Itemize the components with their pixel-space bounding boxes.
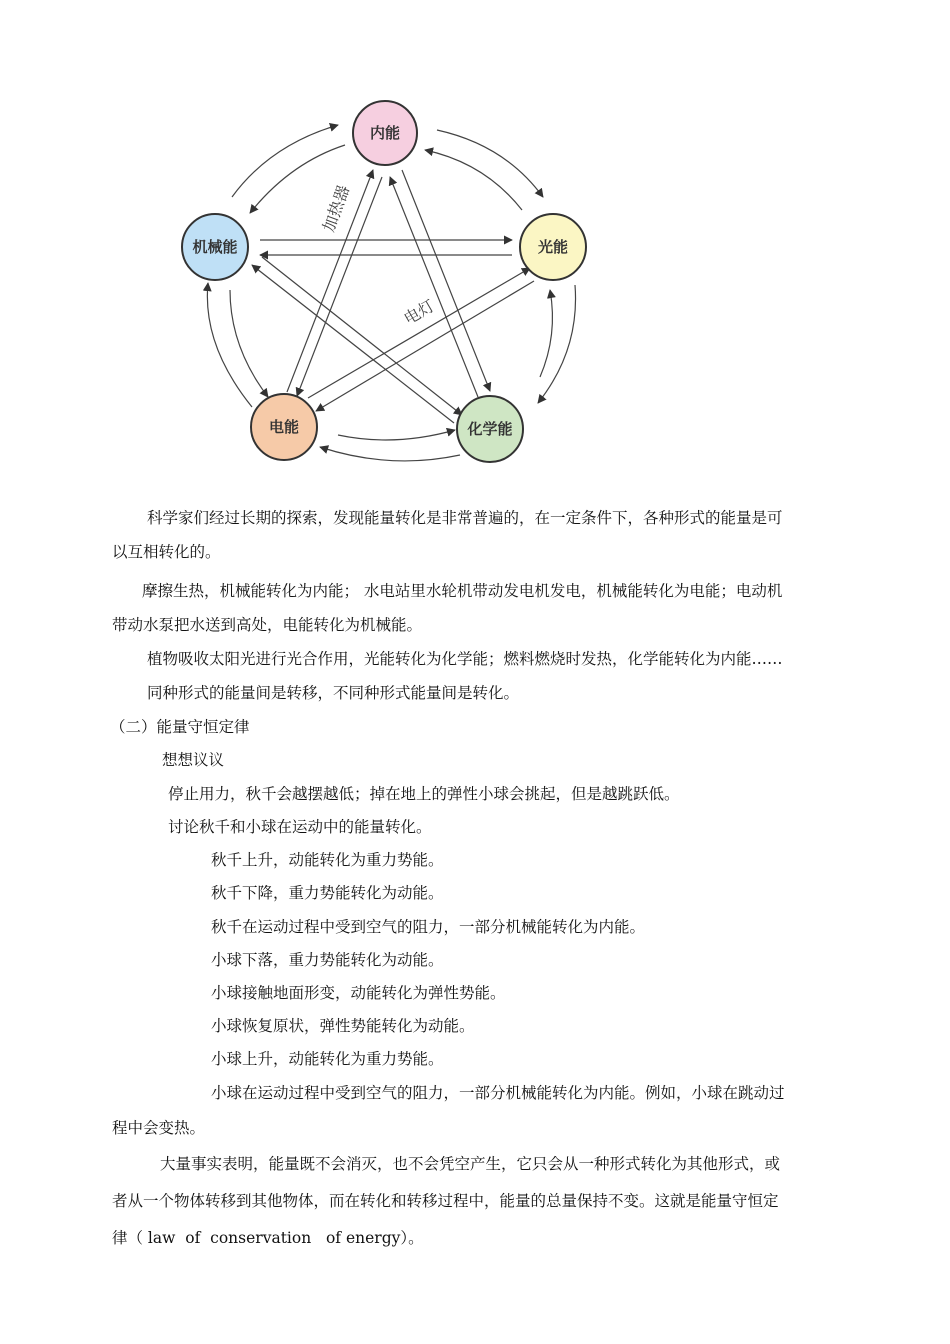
paragraph-8-line-3: 律（ law of conservation of energy）。 xyxy=(112,1229,424,1247)
paragraph-5: 停止用力，秋千会越摆越低；掉在地上的弹性小球会挑起，但是越跳跃低。 xyxy=(168,785,680,803)
node-electric xyxy=(251,394,317,460)
section-heading: （二）能量守恒定律 xyxy=(110,718,250,736)
node-internal-label: 内能 xyxy=(369,124,401,142)
arrow-mech-to-electric xyxy=(230,290,268,397)
paragraph-7-line-1: 小球在运动过程中受到空气的阻力，一部分机械能转化为内能。例如，小球在跳动过 xyxy=(211,1084,785,1102)
energy-conversion-diagram xyxy=(150,85,620,480)
node-chemical xyxy=(457,396,523,462)
arrow-electric-to-light xyxy=(308,268,530,398)
node-internal xyxy=(353,101,417,165)
node-light xyxy=(520,214,586,280)
node-light-label: 光能 xyxy=(537,238,569,256)
arrow-electric-to-chem xyxy=(338,430,455,440)
node-mechanical xyxy=(182,214,248,280)
arrow-chem-to-internal xyxy=(390,177,478,397)
arrow-mech-to-internal xyxy=(232,125,338,197)
paragraph-4: 同种形式的能量间是转移，不同种形式能量间是转化。 xyxy=(147,684,520,702)
list-item: 秋千上升，动能转化为重力势能。 xyxy=(211,851,444,869)
arrow-chem-to-electric xyxy=(320,447,460,461)
list-item: 小球接触地面形变，动能转化为弹性势能。 xyxy=(211,984,506,1002)
list-item: 小球上升，动能转化为重力势能。 xyxy=(211,1050,444,1068)
paragraph-2-line-2: 带动水泵把水送到高处，电能转化为机械能。 xyxy=(112,616,423,634)
node-electric-label: 电能 xyxy=(268,418,300,436)
inner-arrows xyxy=(252,170,534,423)
lamp-label: 电灯 xyxy=(400,296,438,329)
list-item: 小球下落，重力势能转化为动能。 xyxy=(211,951,444,969)
paragraph-3: 植物吸收太阳光进行光合作用，光能转化为化学能；燃料燃烧时发热，化学能转化为内能…… xyxy=(147,650,783,668)
arrow-chem-to-light xyxy=(540,290,552,377)
list-item: 小球恢复原状，弹性势能转化为动能。 xyxy=(211,1017,475,1035)
paragraph-8-line-1: 大量事实表明，能量既不会消灭，也不会凭空产生，它只会从一种形式转化为其他形式，或 xyxy=(160,1155,781,1173)
list-item: 秋千下降，重力势能转化为动能。 xyxy=(211,884,444,902)
paragraph-7-line-2: 程中会变热。 xyxy=(112,1119,206,1137)
arrow-electric-to-mech xyxy=(207,283,252,407)
list-item: 秋千在运动过程中受到空气的阻力，一部分机械能转化为内能。 xyxy=(211,918,646,936)
arrow-internal-to-chem xyxy=(402,170,490,391)
node-mechanical-label: 机械能 xyxy=(192,238,238,256)
arrow-light-to-internal xyxy=(425,150,522,210)
arrow-internal-to-light xyxy=(437,130,543,197)
paragraph-1-line-1: 科学家们经过长期的探索，发现能量转化是非常普遍的，在一定条件下，各种形式的能量是可 xyxy=(147,509,783,527)
paragraph-2-line-1: 摩擦生热，机械能转化为内能； 水电站里水轮机带动发电机发电，机械能转化为电能；电动机 xyxy=(142,582,783,600)
node-chemical-label: 化学能 xyxy=(467,420,513,438)
paragraph-1-line-2: 以互相转化的。 xyxy=(112,543,221,561)
heater-label: 加热器 xyxy=(318,182,354,235)
think-discuss-heading: 想想议议 xyxy=(162,751,225,769)
paragraph-8-line-2: 者从一个物体转移到其他物体，而在转化和转移过程中，能量的总量保持不变。这就是能量守恒定 xyxy=(112,1192,779,1210)
arrow-light-to-chem xyxy=(538,285,576,403)
paragraph-6: 讨论秋千和小球在运动中的能量转化。 xyxy=(168,818,432,836)
